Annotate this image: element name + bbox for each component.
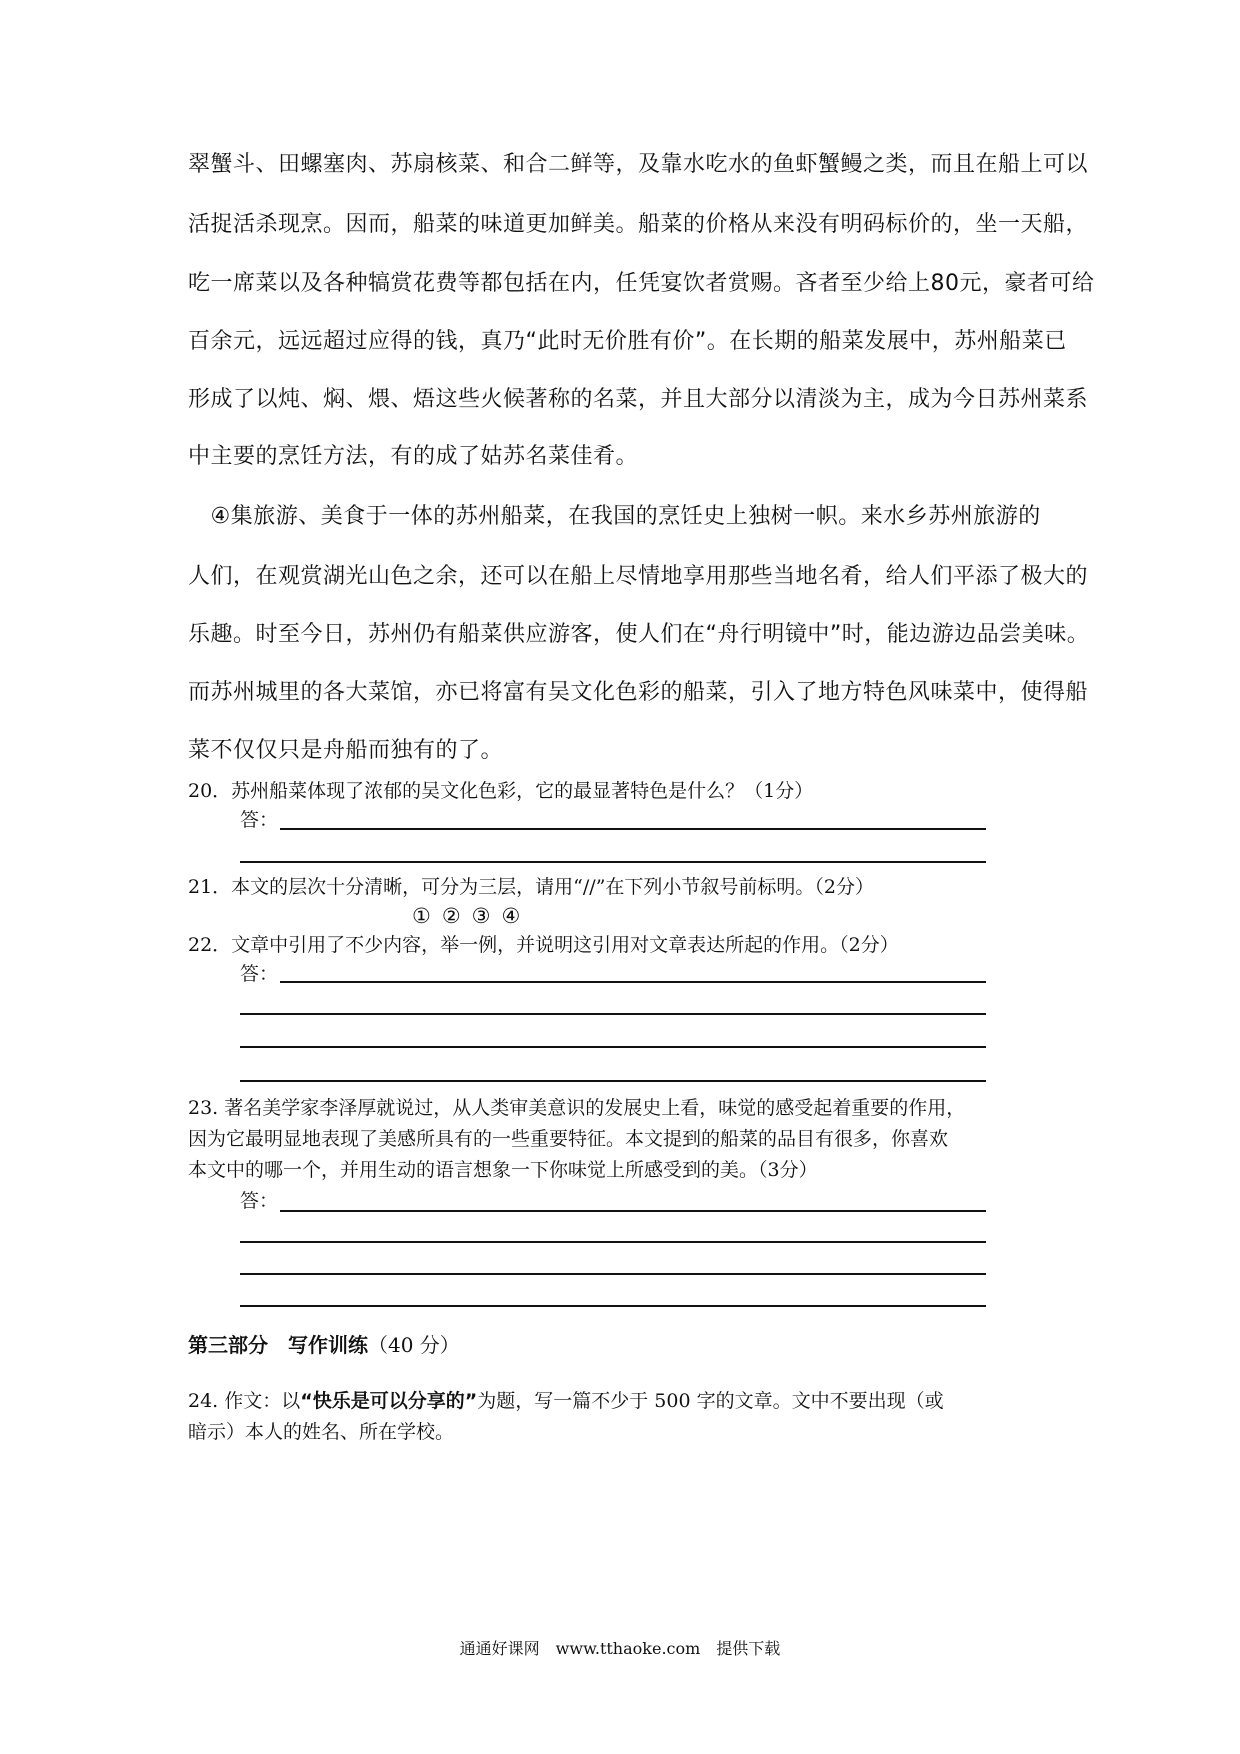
essay-prompt-line-1 — [188, 1388, 944, 1414]
section-three-heading — [188, 1331, 460, 1359]
question-21: 21．本文的层次十分清晰，可分为三层，请用“//”在下列小节叙号前标明。（2分） — [188, 876, 874, 898]
passage-line-5: 形成了以炖、焖、煨、焐这些火候著称的名菜，并且大部分以清淡为主，成为今日苏州菜系 — [188, 387, 1089, 412]
passage-line-9: 乐趣。时至今日，苏州仍有船菜供应游客，使人们在“舟行明镜中”时，能边游边品尝美味。 — [188, 622, 1090, 647]
section-numbers: ①②③④ — [412, 904, 532, 928]
question-20: 20．苏州船菜体现了浓郁的吴文化色彩，它的最显著特色是什么？（1分） — [188, 780, 814, 802]
passage-line-11: 菜不仅仅只是舟船而独有的了。 — [188, 738, 504, 763]
essay-topic: “快乐是可以分享的” — [300, 1390, 478, 1412]
answer-line[interactable] — [240, 1273, 986, 1275]
section-three-points: （40 分） — [368, 1333, 460, 1357]
answer-line[interactable] — [240, 1046, 986, 1048]
answer-line[interactable] — [240, 1241, 986, 1243]
answer-line[interactable] — [240, 861, 986, 863]
page-footer: 通通好课网 www.tthaoke.com 提供下载 — [459, 1639, 781, 1658]
passage-line-3: 吃一席菜以及各种犒赏花费等都包括在内，任凭宴饮者赏赐。吝者至少给上80元，豪者可给 — [188, 271, 1095, 296]
answer-line[interactable] — [240, 1080, 986, 1082]
answer-line[interactable] — [240, 1013, 986, 1015]
passage-line-1: 翠蟹斗、田螺塞肉、苏扇核菜、和合二鲜等，及靠水吃水的鱼虾蟹鳗之类，而且在船上可以 — [188, 152, 1089, 177]
passage-line-10: 而苏州城里的各大菜馆，亦已将富有吴文化色彩的船菜，引入了地方特色风味菜中，使得船 — [188, 680, 1089, 705]
answer-label-22: 答： — [240, 963, 279, 985]
passage-line-2: 活捉活杀现烹。因而，船菜的味道更加鲜美。船菜的价格从来没有明码标价的，坐一天船， — [188, 212, 1089, 237]
question-23-line-1: 23. 著名美学家李泽厚就说过，从人类审美意识的发展史上看，味觉的感受起着重要的作用， — [188, 1097, 966, 1119]
answer-line[interactable] — [280, 828, 986, 830]
answer-line[interactable] — [280, 981, 986, 983]
passage-line-7: ④集旅游、美食于一体的苏州船菜，在我国的烹饪史上独树一帜。来水乡苏州旅游的 — [188, 504, 1041, 529]
question-22: 22．文章中引用了不少内容，举一例，并说明这引用对文章表达所起的作用。（2分） — [188, 934, 899, 956]
answer-line[interactable] — [240, 1305, 986, 1307]
question-23-line-3: 本文中的哪一个，并用生动的语言想象一下你味觉上所感受到的美。（3分） — [188, 1159, 818, 1181]
section-three-title: 第三部分 写作训练 — [188, 1333, 368, 1357]
essay-prompt-line-2: 暗示）本人的姓名、所在学校。 — [188, 1421, 455, 1443]
passage-line-6: 中主要的烹饪方法，有的成了姑苏名菜佳肴。 — [188, 444, 639, 469]
answer-label-23: 答： — [240, 1190, 279, 1212]
answer-line[interactable] — [280, 1210, 986, 1212]
passage-line-8: 人们，在观赏湖光山色之余，还可以在船上尽情地享用那些当地名肴，给人们平添了极大的 — [188, 564, 1089, 589]
essay-rest: 为题，写一篇不少于 500 字的文章。文中不要出现（或 — [477, 1390, 944, 1412]
passage-line-4: 百余元，远远超过应得的钱，真乃“此时无价胜有价”。在长期的船菜发展中，苏州船菜已 — [188, 329, 1067, 354]
essay-prefix: 24. 作文：以 — [188, 1390, 301, 1412]
answer-label-20: 答： — [240, 809, 279, 831]
question-23-line-2: 因为它最明显地表现了美感所具有的一些重要特征。本文提到的船菜的品目有很多，你喜欢 — [188, 1128, 949, 1150]
